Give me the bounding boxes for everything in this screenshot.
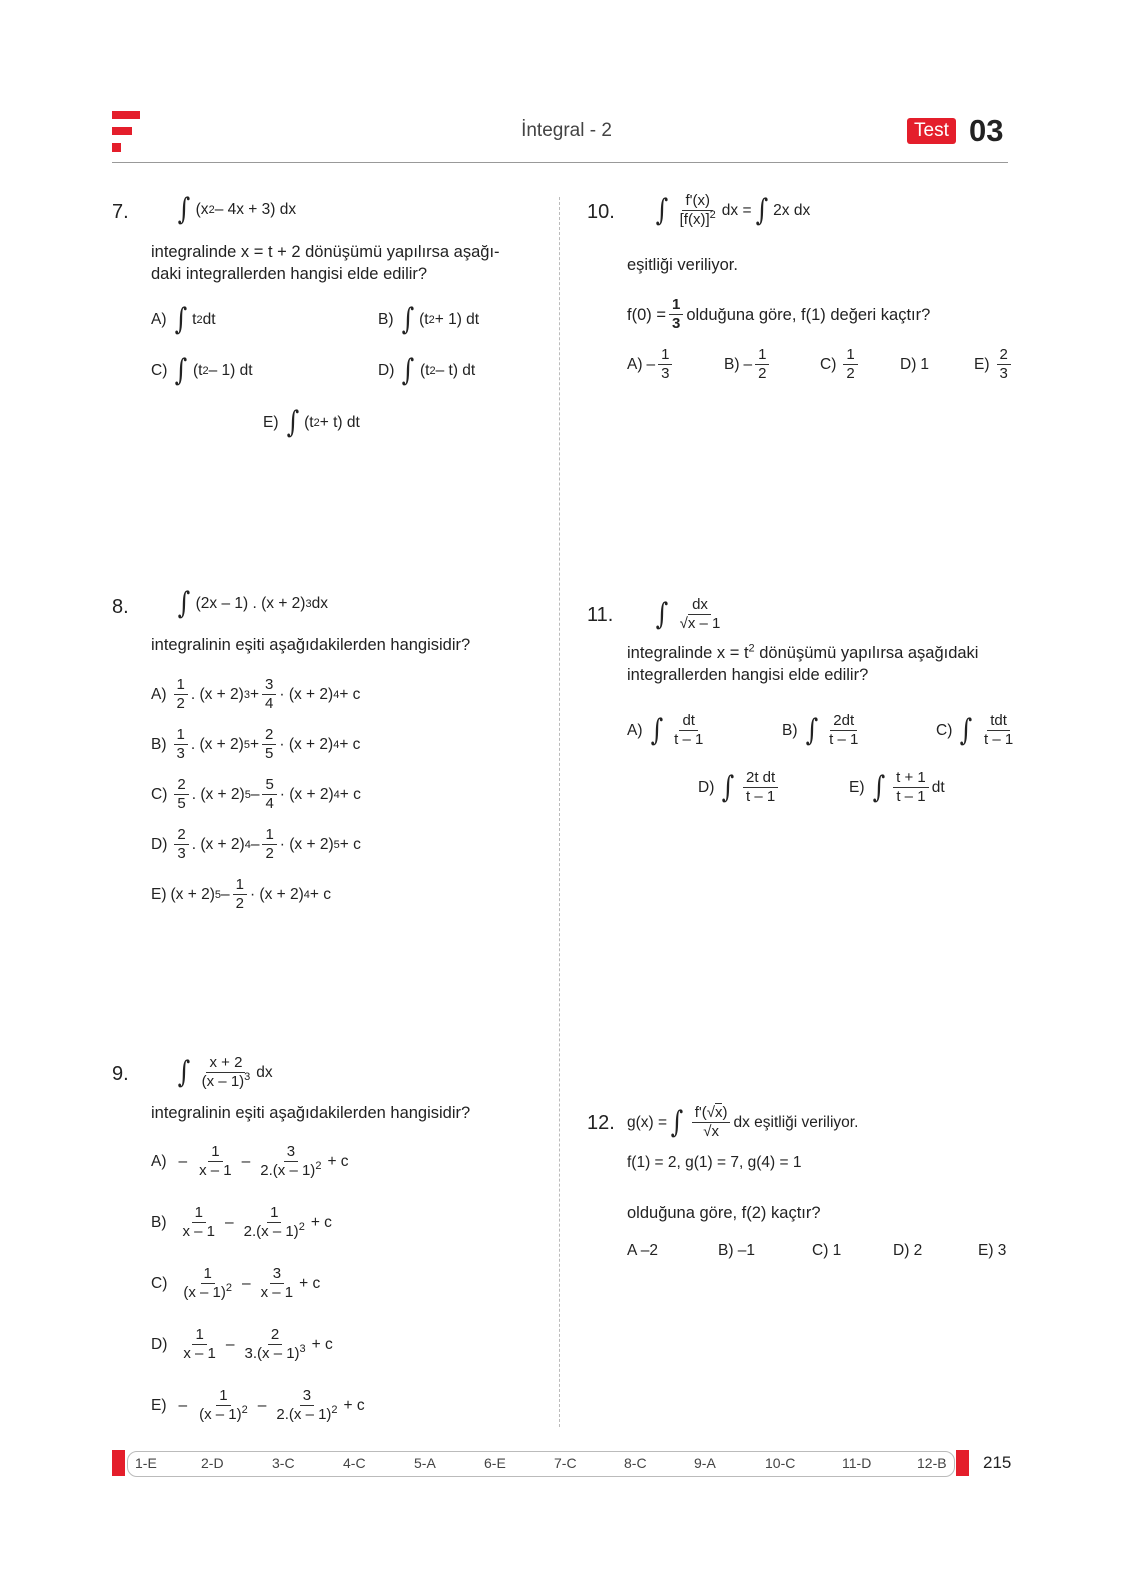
answer-3: 3-C [272, 1455, 295, 1471]
answer-key-bar [127, 1451, 955, 1477]
question-12-equation: g(x) = ∫ $\frac{f'(√x)}{√x}$ dx eşitliği veriliyor. [627, 1104, 859, 1140]
question-10-option-c[interactable]: C) $\frac{1}{2}$ [820, 346, 861, 383]
question-9-option-a[interactable]: A) – $\frac{1}{x - 1}$ – $\frac{3}{2.(x - 1)^2}$ + c [151, 1143, 349, 1179]
question-10-text: eşitliği veriliyor. [627, 256, 738, 274]
question-11-text: integralinde $x = t^2$ dönüşümü yapılırsa aşağıdaki integrallerden hangisi elde edilir? [627, 642, 979, 684]
question-10-option-d[interactable]: D) 1 [900, 356, 929, 373]
question-10-option-e[interactable]: E) $\frac{2}{3}$ [974, 346, 1014, 383]
question-7-option-a[interactable]: A) ∫ t 2 dt [151, 302, 216, 337]
answer-11: 11-D [842, 1455, 872, 1471]
answer-key-right-marker [956, 1450, 969, 1476]
question-10-number: 10. [587, 201, 615, 223]
test-badge: Test [907, 118, 956, 144]
question-11-integral: ∫ $\frac{dx}{√x - 1}$ [655, 596, 721, 632]
question-12-option-e[interactable]: E) 3 [978, 1242, 1007, 1259]
question-11-option-b[interactable]: B) ∫ $\frac{2dt}{t - 1}$ [782, 712, 859, 748]
question-7-option-c[interactable]: C) ∫ (t 2 – 1) dt [151, 353, 253, 388]
question-8-option-d[interactable]: D) $\frac{2}{3}$ . (x + 2) 4 – $\frac{1}{2}$ · (x + 2) 5 + c [151, 826, 361, 862]
question-12-option-a[interactable]: A –2 [627, 1242, 659, 1259]
answer-7: 7-C [554, 1455, 577, 1471]
question-9-option-c[interactable]: C) $\frac{1}{(x - 1)^2}$ – $\frac{3}{x - 1}$ + c [151, 1265, 321, 1301]
answer-6: 6-E [484, 1455, 506, 1471]
question-7-option-b[interactable]: B) ∫ (t 2 + 1) dt [378, 302, 480, 337]
question-7-option-e[interactable]: E) ∫ (t 2 + t) dt [263, 405, 360, 440]
question-10-equation: ∫ $\frac{f'(x)}{[f(x)]^2}$ dx = ∫ 2x dx [655, 192, 811, 228]
integral-sign: ∫ [177, 192, 191, 227]
question-12-number: 12. [587, 1112, 615, 1134]
question-12-values: f(1) = 2, g(1) = 7, g(4) = 1 [627, 1154, 802, 1171]
question-8-option-a[interactable]: A) $\frac{1}{2}$ . (x + 2) 3 + $\frac{3}{4}$ · (x + 2) 4 + c [151, 676, 361, 712]
question-7-text: integralinde x = t + 2 dönüşümü yapılırsa aşağı- daki integrallerden hangisi elde edilir? [151, 243, 500, 283]
question-8-option-e[interactable]: E) (x + 2) 5 – $\frac{1}{2}$ · (x + 2) 4 + c [151, 876, 332, 912]
question-11-option-e[interactable]: E) ∫ $\frac{t + 1}{t - 1}$ dt [849, 769, 945, 805]
question-11-number: 11. [587, 604, 614, 626]
question-8-integral: ∫ (2x – 1) . (x + 2) 3 dx [177, 586, 328, 621]
question-9-option-b[interactable]: B) $\frac{1}{x - 1}$ – $\frac{1}{2.(x - 1)^2}$ + c [151, 1204, 332, 1240]
question-10-condition: f(0) = $\frac{1}{3}$ olduğuna göre, f(1) değeri kaçtır? [627, 296, 931, 332]
question-12-option-d[interactable]: D) 2 [893, 1242, 923, 1259]
question-9-text: integralinin eşiti aşağıdakilerden hangisidir? [151, 1104, 471, 1122]
answer-10: 10-C [765, 1455, 796, 1471]
answer-9: 9-A [694, 1455, 716, 1471]
question-9-option-e[interactable]: E) – $\frac{1}{(x - 1)^2}$ – $\frac{3}{2.(x - 1)^2}$ + c [151, 1387, 365, 1423]
question-8-option-b[interactable]: B) $\frac{1}{3}$ . (x + 2) 5 + $\frac{2}{5}$ · (x + 2) 4 + c [151, 726, 361, 762]
answer-1: 1-E [135, 1455, 157, 1471]
answer-5: 5-A [414, 1455, 436, 1471]
question-11-option-d[interactable]: D) ∫ $\frac{\text{2t dt}}{t - 1}$ [698, 769, 781, 806]
question-9-integral: ∫ $\frac{x + 2}{(x - 1)^3}$ dx [177, 1054, 273, 1090]
question-11-option-a[interactable]: A) ∫ $\frac{dt}{t - 1}$ [627, 712, 704, 748]
question-9-option-d[interactable]: D) $\frac{1}{x - 1}$ – $\frac{2}{3.(x - 1)^3}$ + c [151, 1326, 333, 1362]
question-11-option-c[interactable]: C) ∫ $\frac{\text{tdt}}{t - 1}$ [936, 712, 1014, 748]
answer-4: 4-C [343, 1455, 366, 1471]
page-title: İntegral - 2 [521, 120, 612, 141]
question-12-option-b[interactable]: B) –1 [718, 1242, 756, 1259]
question-9-number: 9. [112, 1063, 129, 1085]
answer-key-left-marker [112, 1450, 125, 1476]
question-8-option-c[interactable]: C) $\frac{2}{5}$ . (x + 2) 5 – $\frac{5}{4}$ · (x + 2) 4 + c [151, 776, 361, 812]
question-12-option-c[interactable]: C) 1 [812, 1242, 842, 1259]
question-7-number: 7. [112, 201, 129, 223]
test-number: 03 [969, 113, 1004, 148]
answer-8: 8-C [624, 1455, 647, 1471]
question-8-text: integralinin eşiti aşağıdakilerden hangisidir? [151, 636, 471, 654]
question-10-option-a[interactable]: A) – $\frac{1}{3}$ [627, 346, 675, 383]
question-8-number: 8. [112, 596, 129, 618]
answer-2: 2-D [201, 1455, 224, 1471]
page-number: 215 [983, 1453, 1012, 1472]
question-7-integral: ∫ (x 2 – 4x + 3) dx [177, 192, 297, 227]
question-12-text: olduğuna göre, f(2) kaçtır? [627, 1204, 821, 1222]
question-10-option-b[interactable]: B) – $\frac{1}{2}$ [724, 346, 772, 383]
answer-12: 12-B [917, 1455, 947, 1471]
question-7-option-d[interactable]: D) ∫ (t 2 – t) dt [378, 353, 476, 388]
column-divider [559, 197, 560, 1427]
header-divider [112, 162, 1008, 163]
